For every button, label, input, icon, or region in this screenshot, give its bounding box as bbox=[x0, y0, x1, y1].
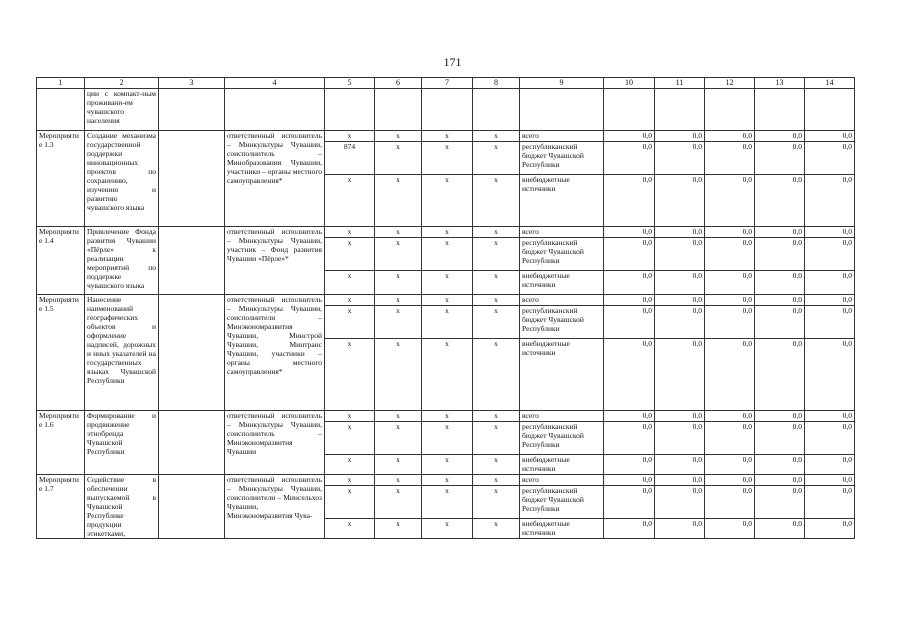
code-cell: x bbox=[422, 238, 473, 271]
value-cell: 0,0 bbox=[755, 227, 805, 238]
value-cell: 0,0 bbox=[805, 411, 855, 422]
value-cell: 0,0 bbox=[655, 175, 705, 227]
funding-source: республиканский бюджет Чувашской Республики bbox=[520, 422, 604, 455]
code-cell: x bbox=[375, 422, 422, 455]
column-number: 5 bbox=[325, 78, 375, 89]
code-cell: x bbox=[325, 455, 375, 475]
column-number: 7 bbox=[422, 78, 473, 89]
code-cell: x bbox=[375, 295, 422, 306]
value-cell: 0,0 bbox=[755, 238, 805, 271]
value-cell: 0,0 bbox=[705, 411, 755, 422]
code-cell: x bbox=[325, 411, 375, 422]
code-cell: x bbox=[375, 339, 422, 411]
code-cell: x bbox=[473, 142, 520, 175]
value-cell: 0,0 bbox=[604, 238, 655, 271]
table-row bbox=[37, 227, 855, 238]
funding-source: республиканский бюджет Чувашской Республики bbox=[520, 306, 604, 339]
value-cell: 0,0 bbox=[655, 295, 705, 306]
value-cell: 0,0 bbox=[755, 455, 805, 475]
funding-source: всего bbox=[520, 131, 604, 142]
value-cell: 0,0 bbox=[604, 142, 655, 175]
value-cell: 0,0 bbox=[604, 422, 655, 455]
code-cell: x bbox=[473, 131, 520, 142]
value-cell: 0,0 bbox=[755, 295, 805, 306]
value-cell: 0,0 bbox=[655, 411, 705, 422]
value-cell: 0,0 bbox=[604, 295, 655, 306]
value-cell: 0,0 bbox=[755, 306, 805, 339]
code-cell: x bbox=[473, 175, 520, 227]
funding-source: внебюджетные источники bbox=[520, 519, 604, 539]
table-row bbox=[37, 295, 855, 306]
column-number: 4 bbox=[225, 78, 325, 89]
code-cell: x bbox=[473, 486, 520, 519]
column-number-row bbox=[37, 78, 855, 89]
code-cell: x bbox=[325, 295, 375, 306]
code-cell: x bbox=[375, 227, 422, 238]
value-cell: 0,0 bbox=[604, 271, 655, 295]
value-cell: 0,0 bbox=[705, 175, 755, 227]
value-cell: 0,0 bbox=[805, 175, 855, 227]
code-cell: x bbox=[325, 238, 375, 271]
funding-source: республиканский бюджет Чувашской Республики bbox=[520, 142, 604, 175]
column-number: 10 bbox=[604, 78, 655, 89]
code-cell: x bbox=[375, 142, 422, 175]
code-cell: x bbox=[375, 131, 422, 142]
code-cell: x bbox=[422, 411, 473, 422]
measure-executor: ответственный исполнитель – Минкультуры Чувашии, соисполнитель – Минобразования Чувашии, участники – органы местного самоуправления* bbox=[225, 131, 325, 227]
code-cell: x bbox=[375, 455, 422, 475]
funding-source: всего bbox=[520, 295, 604, 306]
value-cell: 0,0 bbox=[655, 271, 705, 295]
value-cell: 0,0 bbox=[604, 519, 655, 539]
program-table bbox=[36, 77, 855, 539]
value-cell: 0,0 bbox=[604, 486, 655, 519]
value-cell: 0,0 bbox=[705, 306, 755, 339]
measure-executor: ответственный исполнитель – Минкультуры Чувашии, соисполнители – Минсельхоз Чувашии, Минэкономразвития Чува- bbox=[225, 475, 325, 539]
value-cell: 0,0 bbox=[805, 295, 855, 306]
value-cell: 0,0 bbox=[705, 475, 755, 486]
code-cell: x bbox=[473, 411, 520, 422]
value-cell: 0,0 bbox=[604, 306, 655, 339]
funding-source: всего bbox=[520, 475, 604, 486]
value-cell: 0,0 bbox=[755, 475, 805, 486]
code-cell: x bbox=[473, 455, 520, 475]
value-cell: 0,0 bbox=[755, 519, 805, 539]
code-cell: x bbox=[375, 238, 422, 271]
table-row bbox=[37, 411, 855, 422]
code-cell: x bbox=[422, 455, 473, 475]
measure-executor: ответственный исполнитель – Минкультуры Чувашии, соисполнители – Минэкономразвития Чувашии, Минстрой Чувашии, Минтранс Чувашии, участники – органы местного самоуправления* bbox=[225, 295, 325, 411]
funding-source: внебюджетные источники bbox=[520, 175, 604, 227]
value-cell: 0,0 bbox=[805, 422, 855, 455]
code-cell: x bbox=[422, 131, 473, 142]
measure-label: Мероприятие 1.6 bbox=[37, 411, 85, 475]
code-cell: x bbox=[422, 142, 473, 175]
funding-source: всего bbox=[520, 411, 604, 422]
value-cell: 0,0 bbox=[604, 475, 655, 486]
value-cell: 0,0 bbox=[705, 238, 755, 271]
table-row bbox=[37, 131, 855, 142]
code-cell: x bbox=[375, 486, 422, 519]
code-cell: x bbox=[422, 519, 473, 539]
value-cell: 0,0 bbox=[655, 131, 705, 142]
value-cell: 0,0 bbox=[755, 339, 805, 411]
value-cell: 0,0 bbox=[655, 422, 705, 455]
code-cell: x bbox=[325, 339, 375, 411]
column-number: 2 bbox=[85, 78, 159, 89]
value-cell: 0,0 bbox=[604, 227, 655, 238]
value-cell: 0,0 bbox=[655, 306, 705, 339]
value-cell: 0,0 bbox=[705, 422, 755, 455]
column-number: 11 bbox=[655, 78, 705, 89]
code-cell: x bbox=[473, 227, 520, 238]
column-number: 1 bbox=[37, 78, 85, 89]
value-cell: 0,0 bbox=[655, 486, 705, 519]
column-number: 6 bbox=[375, 78, 422, 89]
code-cell: 874 bbox=[325, 142, 375, 175]
value-cell: 0,0 bbox=[655, 142, 705, 175]
value-cell: 0,0 bbox=[705, 271, 755, 295]
funding-source: республиканский бюджет Чувашской Республики bbox=[520, 238, 604, 271]
code-cell: x bbox=[422, 306, 473, 339]
code-cell: x bbox=[325, 306, 375, 339]
value-cell: 0,0 bbox=[755, 131, 805, 142]
code-cell: x bbox=[473, 306, 520, 339]
value-cell: 0,0 bbox=[805, 238, 855, 271]
measure-executor: ответственный исполнитель – Минкультуры Чувашии, участник – Фонд развития Чувашии «Пёрле»* bbox=[225, 227, 325, 295]
table-row bbox=[37, 475, 855, 486]
value-cell: 0,0 bbox=[604, 411, 655, 422]
code-cell: x bbox=[375, 475, 422, 486]
code-cell: x bbox=[473, 422, 520, 455]
code-cell: x bbox=[325, 519, 375, 539]
value-cell: 0,0 bbox=[755, 142, 805, 175]
value-cell: 0,0 bbox=[705, 142, 755, 175]
value-cell: 0,0 bbox=[705, 339, 755, 411]
code-cell: x bbox=[375, 411, 422, 422]
value-cell: 0,0 bbox=[805, 131, 855, 142]
value-cell: 0,0 bbox=[805, 486, 855, 519]
value-cell: 0,0 bbox=[655, 519, 705, 539]
code-cell: x bbox=[325, 131, 375, 142]
value-cell: 0,0 bbox=[655, 455, 705, 475]
code-cell: x bbox=[375, 306, 422, 339]
value-cell: 0,0 bbox=[604, 131, 655, 142]
funding-source: внебюджетные источники bbox=[520, 339, 604, 411]
code-cell: x bbox=[473, 271, 520, 295]
value-cell: 0,0 bbox=[655, 339, 705, 411]
value-cell: 0,0 bbox=[705, 295, 755, 306]
value-cell: 0,0 bbox=[805, 271, 855, 295]
code-cell: x bbox=[473, 475, 520, 486]
code-cell: x bbox=[422, 175, 473, 227]
measure-executor: ответственный исполнитель – Минкультуры Чувашии, соисполнитель – Минэкономразвития Чувашии bbox=[225, 411, 325, 475]
column-number: 9 bbox=[520, 78, 604, 89]
value-cell: 0,0 bbox=[805, 519, 855, 539]
value-cell: 0,0 bbox=[755, 411, 805, 422]
measure-name: Нанесение наименований географических объектов и оформление надписей, дорожных и иных указателей на государственных языках Чувашской Республики bbox=[85, 295, 159, 411]
code-cell: x bbox=[325, 475, 375, 486]
value-cell: 0,0 bbox=[805, 475, 855, 486]
value-cell: 0,0 bbox=[805, 142, 855, 175]
value-cell: 0,0 bbox=[705, 455, 755, 475]
funding-source: внебюджетные источники bbox=[520, 271, 604, 295]
code-cell: x bbox=[375, 271, 422, 295]
funding-source: внебюджетные источники bbox=[520, 455, 604, 475]
code-cell: x bbox=[422, 227, 473, 238]
page-number: 171 bbox=[443, 55, 462, 69]
code-cell: x bbox=[325, 175, 375, 227]
code-cell: x bbox=[325, 271, 375, 295]
measure-name: Формирование и продвижение этнобренда Чувашской Республики bbox=[85, 411, 159, 475]
code-cell: x bbox=[473, 519, 520, 539]
code-cell: x bbox=[473, 238, 520, 271]
value-cell: 0,0 bbox=[705, 131, 755, 142]
code-cell: x bbox=[422, 271, 473, 295]
code-cell: x bbox=[422, 295, 473, 306]
value-cell: 0,0 bbox=[705, 227, 755, 238]
value-cell: 0,0 bbox=[655, 475, 705, 486]
column-number: 13 bbox=[755, 78, 805, 89]
value-cell: 0,0 bbox=[805, 339, 855, 411]
value-cell: 0,0 bbox=[755, 271, 805, 295]
value-cell: 0,0 bbox=[604, 339, 655, 411]
code-cell: x bbox=[422, 475, 473, 486]
code-cell: x bbox=[325, 227, 375, 238]
table-row bbox=[37, 89, 855, 131]
code-cell: x bbox=[325, 422, 375, 455]
measure-label: Мероприятие 1.4 bbox=[37, 227, 85, 295]
value-cell: 0,0 bbox=[604, 175, 655, 227]
value-cell: 0,0 bbox=[755, 486, 805, 519]
code-cell: x bbox=[375, 519, 422, 539]
value-cell: 0,0 bbox=[705, 486, 755, 519]
code-cell: x bbox=[422, 339, 473, 411]
value-cell: 0,0 bbox=[655, 238, 705, 271]
column-number: 8 bbox=[473, 78, 520, 89]
value-cell: 0,0 bbox=[705, 519, 755, 539]
funding-source: республиканский бюджет Чувашской Республики bbox=[520, 486, 604, 519]
column-number: 12 bbox=[705, 78, 755, 89]
measure-label: Мероприятие 1.5 bbox=[37, 295, 85, 411]
code-cell: x bbox=[473, 295, 520, 306]
code-cell: x bbox=[422, 422, 473, 455]
code-cell: x bbox=[422, 486, 473, 519]
value-cell: 0,0 bbox=[655, 227, 705, 238]
code-cell: x bbox=[473, 339, 520, 411]
value-cell: 0,0 bbox=[755, 422, 805, 455]
measure-name: Содействие в обеспечении выпускаемой в Чувашской Республике продукции этикетками, bbox=[85, 475, 159, 539]
column-number: 3 bbox=[159, 78, 225, 89]
code-cell: x bbox=[375, 175, 422, 227]
value-cell: 0,0 bbox=[604, 455, 655, 475]
column-number: 14 bbox=[805, 78, 855, 89]
measure-name: Создание механизма государственной поддержки инновационных проектов по сохранению, изучению и развитию чувашского языка bbox=[85, 131, 159, 227]
measure-label: Мероприятие 1.7 bbox=[37, 475, 85, 539]
measure-name: Привлечение Фонда развития Чувашии «Пёрле» к реализации мероприятий по поддержке чувашского языка bbox=[85, 227, 159, 295]
value-cell: 0,0 bbox=[805, 227, 855, 238]
measure-label: Мероприятие 1.3 bbox=[37, 131, 85, 227]
value-cell: 0,0 bbox=[805, 455, 855, 475]
measure-name: ции с компакт-ным проживани-ем чувашского населения bbox=[85, 89, 159, 131]
value-cell: 0,0 bbox=[755, 175, 805, 227]
funding-source: всего bbox=[520, 227, 604, 238]
value-cell: 0,0 bbox=[805, 306, 855, 339]
code-cell: x bbox=[325, 486, 375, 519]
